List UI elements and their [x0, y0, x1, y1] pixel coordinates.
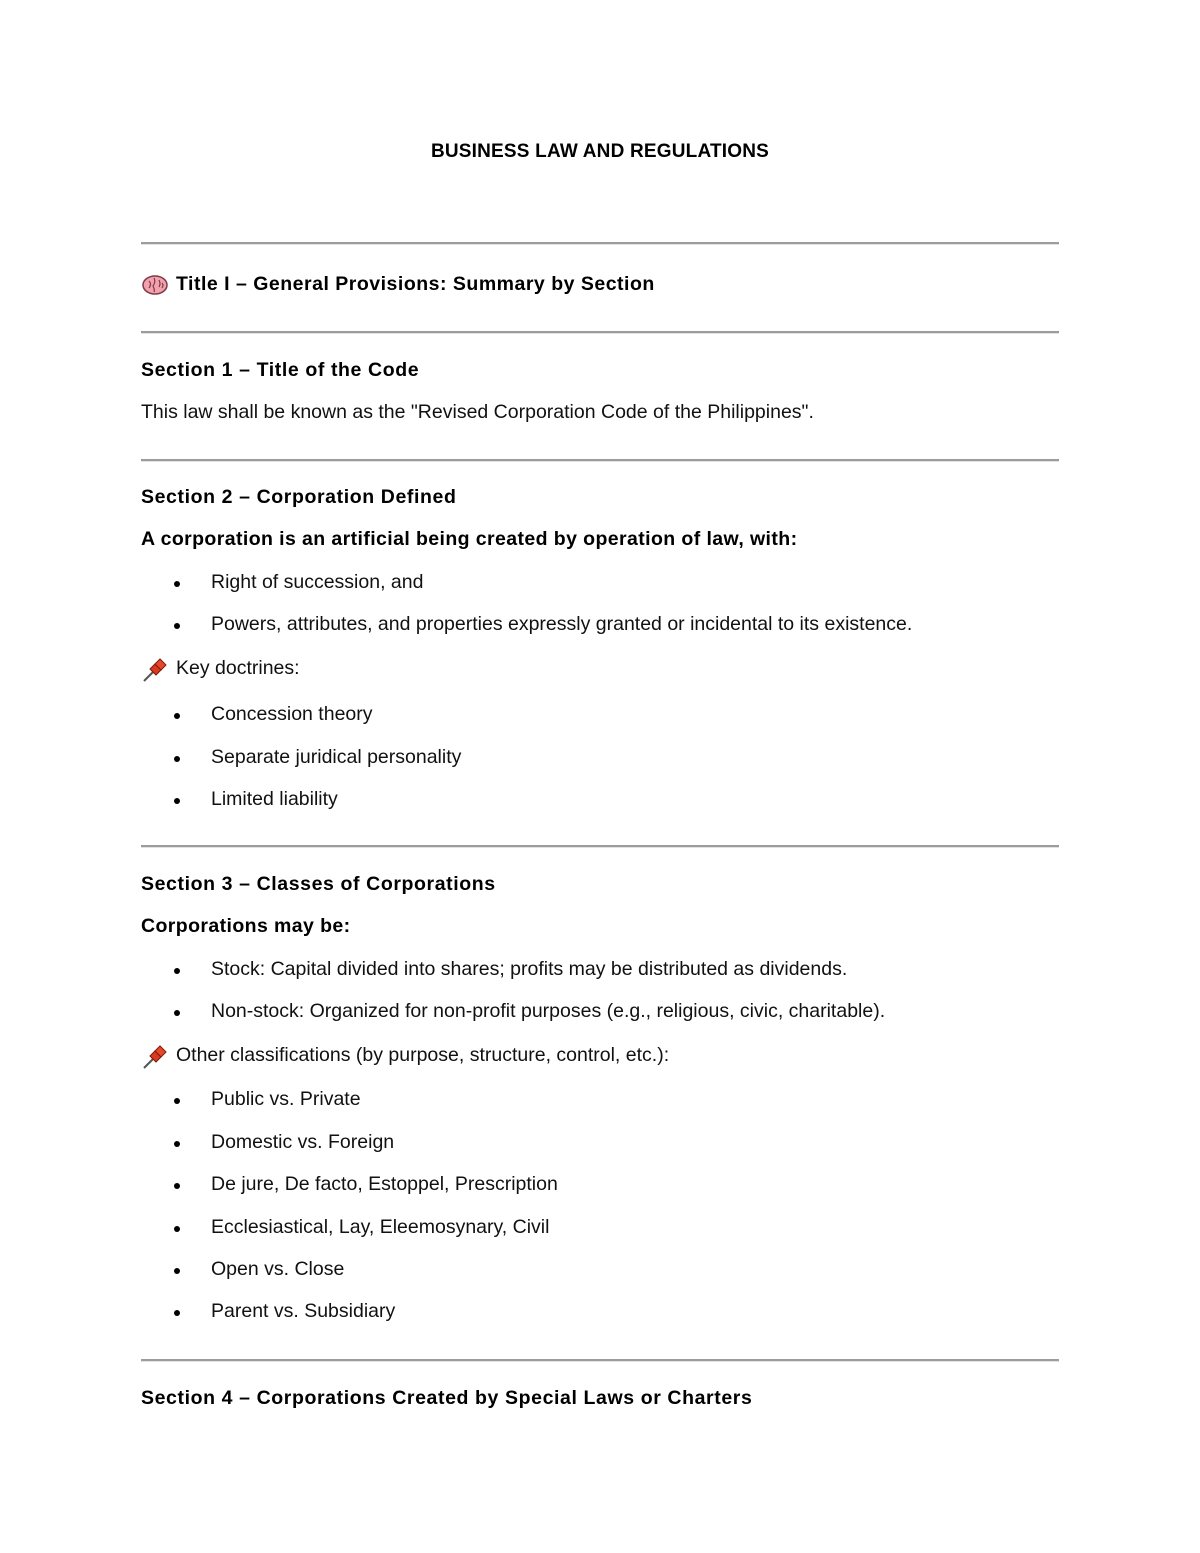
horizontal-rule	[141, 459, 1059, 462]
document-title: BUSINESS LAW AND REGULATIONS	[430, 141, 770, 162]
bullet-icon	[174, 798, 180, 804]
bullet-icon	[174, 1310, 180, 1316]
bullet-icon	[174, 713, 180, 719]
list-item-text: Concession theory	[211, 703, 373, 725]
list-item-text: Open vs. Close	[211, 1258, 345, 1280]
list-item-text: Non-stock: Organized for non-profit purposes (e.g., religious, civic, charitable).	[211, 1000, 886, 1022]
section-3-heading: Section 3 – Classes of Corporations	[141, 873, 496, 895]
bullet-icon	[174, 968, 180, 974]
horizontal-rule	[141, 845, 1059, 848]
title-i-heading: Title I – General Provisions: Summary by Section	[176, 273, 655, 295]
bullet-icon	[174, 1183, 180, 1189]
bullet-icon	[174, 1141, 180, 1147]
list-item-text: Separate juridical personality	[211, 746, 462, 768]
list-item-text: Stock: Capital divided into shares; profits may be distributed as dividends.	[211, 958, 848, 980]
bullet-icon	[174, 581, 180, 587]
section-1-heading: Section 1 – Title of the Code	[141, 359, 420, 381]
pushpin-icon	[141, 656, 169, 684]
list-item-text: Right of succession, and	[211, 571, 424, 593]
section-2-heading: Section 2 – Corporation Defined	[141, 486, 457, 508]
list-item-text: Limited liability	[211, 788, 338, 810]
brain-icon	[141, 272, 169, 298]
list-item-text: Domestic vs. Foreign	[211, 1131, 395, 1153]
bullet-icon	[174, 1098, 180, 1104]
section-4-heading: Section 4 – Corporations Created by Special Laws or Charters	[141, 1387, 753, 1409]
bullet-icon	[174, 756, 180, 762]
bullet-icon	[174, 1010, 180, 1016]
horizontal-rule	[141, 242, 1059, 245]
horizontal-rule	[141, 1359, 1059, 1362]
horizontal-rule	[141, 331, 1059, 334]
list-item-text: Powers, attributes, and properties expressly granted or incidental to its existence.	[211, 613, 913, 635]
bullet-icon	[174, 623, 180, 629]
list-item-text: Ecclesiastical, Lay, Eleemosynary, Civil	[211, 1216, 550, 1238]
bullet-icon	[174, 1268, 180, 1274]
section-1-text: This law shall be known as the "Revised Corporation Code of the Philippines".	[141, 401, 814, 423]
list-item-text: De jure, De facto, Estoppel, Prescription	[211, 1173, 558, 1195]
section-3-intro: Corporations may be:	[141, 915, 351, 937]
other-classifications-label: Other classifications (by purpose, structure, control, etc.):	[176, 1044, 670, 1066]
key-doctrines-label: Key doctrines:	[176, 657, 300, 679]
list-item-text: Public vs. Private	[211, 1088, 361, 1110]
pushpin-icon	[141, 1043, 169, 1071]
list-item-text: Parent vs. Subsidiary	[211, 1300, 396, 1322]
section-2-intro: A corporation is an artificial being created by operation of law, with:	[141, 528, 798, 550]
bullet-icon	[174, 1226, 180, 1232]
